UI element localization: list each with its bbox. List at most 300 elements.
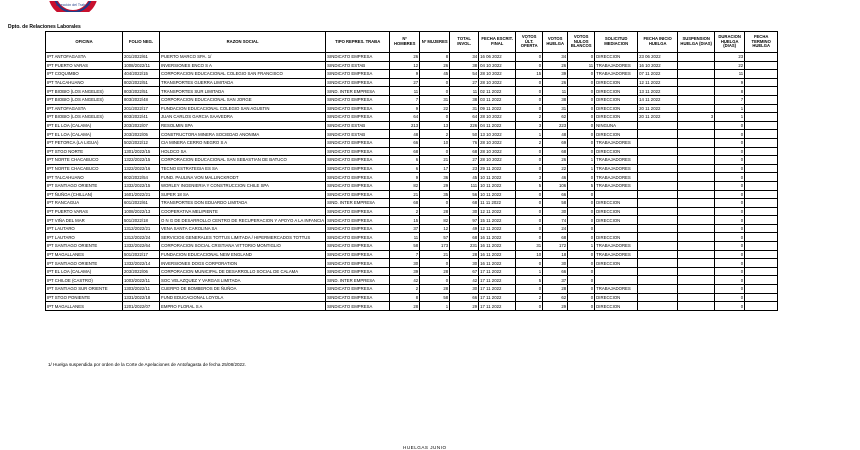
- table-cell: [745, 302, 778, 311]
- table-cell: [638, 173, 678, 182]
- table-cell: [638, 147, 678, 156]
- table-cell: [745, 95, 778, 104]
- table-cell: 0: [568, 138, 595, 147]
- table-cell: 5: [568, 181, 595, 190]
- table-cell: [678, 181, 715, 190]
- table-cell: 17: [420, 164, 450, 173]
- footnote: 1/ Huelga suspendida por orden de la Corte de Apelaciones de Antofagasta de fecha 25/08/2022.: [48, 362, 246, 367]
- table-cell: [745, 190, 778, 199]
- table-cell: 28 10 2022: [479, 138, 516, 147]
- table-cell: 0: [715, 121, 745, 130]
- table-cell: 13 10 2022: [479, 130, 516, 139]
- table-cell: IPT MAGALLANES: [46, 250, 123, 259]
- table-cell: 0: [516, 302, 543, 311]
- column-header: TIPO REPRES. TRABA: [326, 32, 390, 53]
- table-cell: 0: [568, 95, 595, 104]
- table-cell: 0: [516, 61, 543, 70]
- table-cell: 231: [450, 242, 479, 251]
- table-cell: 21: [420, 250, 450, 259]
- table-cell: 6: [390, 164, 420, 173]
- table-cell: SINDICATO EMPRESA: [326, 147, 390, 156]
- table-cell: TECNO ESTRATEGIA ES SA: [160, 164, 326, 173]
- table-cell: JUAN CARLOS GARCIA SAAVEDRA: [160, 113, 326, 122]
- table-cell: [678, 138, 715, 147]
- table-cell: TRANSPORTES SUR LIMITADA: [160, 87, 326, 96]
- table-cell: TRANSPORTES DON EDUARDO LIMITADA: [160, 199, 326, 208]
- table-cell: SUPER 18 SA: [160, 190, 326, 199]
- table-row: [46, 70, 778, 79]
- table-cell: [745, 164, 778, 173]
- table-cell: [745, 199, 778, 208]
- table-cell: [745, 130, 778, 139]
- table-cell: [745, 233, 778, 242]
- table-cell: 501/2022/17: [123, 250, 160, 259]
- table-cell: 0: [568, 147, 595, 156]
- table-cell: 31: [543, 104, 568, 113]
- table-cell: IPT MAGALLANES: [46, 302, 123, 311]
- table-cell: 2: [516, 113, 543, 122]
- table-row: [46, 164, 778, 173]
- table-cell: 8: [715, 87, 745, 96]
- table-cell: CUERPO DE BOMBEROS DE ÑUÑOA: [160, 285, 326, 294]
- table-cell: 0: [715, 138, 745, 147]
- table-cell: 26: [543, 78, 568, 87]
- table-cell: [745, 276, 778, 285]
- table-row: [46, 121, 778, 130]
- table-cell: 12: [420, 224, 450, 233]
- table-cell: SINDICATO EMPRESA: [326, 173, 390, 182]
- table-row: [46, 302, 778, 311]
- table-cell: 66: [543, 190, 568, 199]
- table-cell: 27: [450, 156, 479, 165]
- table-cell: 0: [568, 250, 595, 259]
- table-cell: 0: [715, 207, 745, 216]
- table-cell: 0: [715, 181, 745, 190]
- table-cell: 23 06 2022: [638, 53, 678, 62]
- table-cell: [678, 130, 715, 139]
- table-cell: [678, 104, 715, 113]
- table-cell: 201/2022/17: [123, 104, 160, 113]
- table-cell: 0: [420, 199, 450, 208]
- table-cell: SINDICATO EMPRESA: [326, 95, 390, 104]
- table-cell: 36: [420, 173, 450, 182]
- table-row: [46, 242, 778, 251]
- table-cell: 0: [568, 293, 595, 302]
- table-cell: 11: [390, 233, 420, 242]
- table-cell: 38: [450, 95, 479, 104]
- table-cell: 31: [516, 242, 543, 251]
- table-cell: 16 11 2022: [479, 233, 516, 242]
- table-cell: 68: [543, 147, 568, 156]
- table-cell: 28 10 2022: [479, 147, 516, 156]
- table-cell: 0: [516, 224, 543, 233]
- column-header: VOTOS NULOS BLANCOS: [568, 32, 595, 53]
- table-cell: TRABAJADORES: [595, 70, 638, 79]
- table-row: [46, 207, 778, 216]
- table-cell: 10: [516, 250, 543, 259]
- table-cell: 37: [543, 276, 568, 285]
- table-cell: [745, 293, 778, 302]
- table-cell: [638, 164, 678, 173]
- table-cell: [745, 259, 778, 268]
- table-cell: 2: [516, 138, 543, 147]
- table-cell: SIND. INTER EMPRESA: [326, 276, 390, 285]
- table-cell: [638, 259, 678, 268]
- table-cell: SINDICATO EMPRESA: [326, 293, 390, 302]
- table-cell: 66: [390, 138, 420, 147]
- table-cell: [678, 233, 715, 242]
- table-cell: [745, 173, 778, 182]
- table-cell: 30: [450, 259, 479, 268]
- table-cell: 38: [450, 61, 479, 70]
- table-cell: 8: [390, 293, 420, 302]
- table-cell: SINDICATO EMPRESA: [326, 207, 390, 216]
- table-cell: 21: [390, 190, 420, 199]
- table-cell: 9: [390, 104, 420, 113]
- table-cell: 30: [543, 259, 568, 268]
- table-cell: 7: [715, 95, 745, 104]
- table-cell: IPT BIOBIO (LOS ANGELES): [46, 95, 123, 104]
- table-cell: 68: [390, 147, 420, 156]
- table-cell: [678, 216, 715, 225]
- table-cell: 6: [390, 156, 420, 165]
- table-cell: 16 10 2022: [638, 61, 678, 70]
- table-cell: 28 10 2022: [479, 78, 516, 87]
- table-cell: 28 10 2022: [479, 70, 516, 79]
- table-cell: IPT TALCAHUANO: [46, 173, 123, 182]
- table-cell: 8: [420, 53, 450, 62]
- table-cell: 0: [715, 190, 745, 199]
- table-cell: 0: [715, 250, 745, 259]
- table-cell: SINDICATO EMPRESA: [326, 53, 390, 62]
- table-cell: IPT ÑUÑOA (CHILLAN): [46, 190, 123, 199]
- table-cell: SINDICATO EMPRESA: [326, 250, 390, 259]
- table-cell: [678, 190, 715, 199]
- svg-text:Dirección del Trabajo: Dirección del Trabajo: [56, 3, 90, 7]
- table-cell: 0: [715, 242, 745, 251]
- table-cell: O N G DE DESARROLLO CENTRO DE RECUPERACION Y APOYO A LA INFANCIA: [161, 217, 325, 223]
- table-row: [46, 156, 778, 165]
- table-cell: IPT STGO PONIENTE: [46, 293, 123, 302]
- table-cell: INVERSIONES ENCO S A: [160, 61, 326, 70]
- table-cell: 49: [450, 224, 479, 233]
- table-cell: 45: [420, 70, 450, 79]
- table-cell: 0: [715, 285, 745, 294]
- table-cell: 68: [390, 199, 420, 208]
- table-cell: 34: [450, 53, 479, 62]
- table-row: [46, 113, 778, 122]
- table-cell: [678, 156, 715, 165]
- table-cell: 3: [678, 113, 715, 122]
- table-cell: 1301/2022/15: [123, 147, 160, 156]
- table-cell: 0: [715, 293, 745, 302]
- table-cell: [745, 224, 778, 233]
- table-cell: 0: [568, 87, 595, 96]
- table-cell: DIRECCION: [595, 87, 638, 96]
- table-cell: 1: [715, 104, 745, 113]
- table-cell: 1322/2022/16: [123, 164, 160, 173]
- table-cell: IPT EL LOA (CALAMA): [46, 267, 123, 276]
- table-cell: 7: [390, 95, 420, 104]
- table-cell: SINDICATO EMPRESA: [326, 104, 390, 113]
- table-cell: 223: [543, 121, 568, 130]
- table-cell: 0: [516, 207, 543, 216]
- table-cell: 0: [568, 276, 595, 285]
- table-cell: [638, 181, 678, 190]
- table-row: [46, 224, 778, 233]
- table-cell: 02 11 2022: [479, 87, 516, 96]
- table-cell: 64: [450, 113, 479, 122]
- table-cell: 28: [390, 302, 420, 311]
- table-cell: 1003/2022/11: [123, 276, 160, 285]
- table-cell: 0: [568, 113, 595, 122]
- table-cell: 9: [715, 78, 745, 87]
- table-cell: [745, 61, 778, 70]
- table-row: [46, 285, 778, 294]
- table-cell: [678, 242, 715, 251]
- table-row: [46, 259, 778, 268]
- table-cell: 0: [516, 285, 543, 294]
- table-cell: 803/2022/48: [123, 95, 160, 104]
- table-cell: 20 11 2022: [638, 113, 678, 122]
- table-cell: 0: [516, 78, 543, 87]
- table-cell: 45: [450, 173, 479, 182]
- table-cell: 0: [516, 87, 543, 96]
- table-cell: DIRECCION: [595, 293, 638, 302]
- column-header: TOTAL INVOL.: [450, 32, 479, 53]
- table-cell: 1601/2022/21: [123, 190, 160, 199]
- table-cell: 0: [420, 259, 450, 268]
- table-cell: 0: [516, 199, 543, 208]
- table-cell: 106: [543, 181, 568, 190]
- table-cell: SIND. INTER EMPRESA: [326, 199, 390, 208]
- table-row: [46, 138, 778, 147]
- table-cell: 0: [516, 190, 543, 199]
- table-cell: 10 11 2022: [479, 173, 516, 182]
- table-cell: [745, 87, 778, 96]
- column-header: FOLIO NEG.: [123, 32, 160, 53]
- table-cell: [745, 78, 778, 87]
- table-cell: SINDICATO EMPRESA: [326, 156, 390, 165]
- table-cell: 18: [543, 250, 568, 259]
- table-cell: [745, 216, 778, 225]
- table-cell: 502/2022/12: [123, 138, 160, 147]
- table-cell: CORPORACION EDUCACIONAL SAN SEBASTIAN DE BATUCO: [160, 156, 326, 165]
- table-cell: 14 11 2022: [638, 95, 678, 104]
- table-cell: [638, 121, 678, 130]
- table-cell: SINDICATO EMPRESA: [326, 242, 390, 251]
- table-cell: IPT COQUIMBO: [46, 70, 123, 79]
- table-cell: 10 11 2022: [479, 190, 516, 199]
- table-cell: 0: [715, 199, 745, 208]
- table-cell: [638, 216, 678, 225]
- table-cell: IPT VIÑA DEL MAR: [46, 216, 123, 225]
- table-cell: 1008/2022/13: [123, 207, 160, 216]
- table-cell: 0: [420, 147, 450, 156]
- logo: [40, 0, 106, 12]
- table-cell: [678, 87, 715, 96]
- table-row: [46, 250, 778, 259]
- table-cell: 1332/2022/15: [123, 181, 160, 190]
- table-cell: 29: [450, 302, 479, 311]
- table-cell: 10: [420, 138, 450, 147]
- table-cell: IPT SANTIAGO SUR ORIENTE: [46, 285, 123, 294]
- table-cell: SINDICATO EMPRESA: [326, 190, 390, 199]
- table-cell: [678, 121, 715, 130]
- table-cell: 04 11 2022: [479, 121, 516, 130]
- table-cell: 203/2022/07: [123, 121, 160, 130]
- table-cell: IPT BIOBIO (LOS ANGELES): [46, 113, 123, 122]
- table-cell: [638, 302, 678, 311]
- table-cell: 22: [715, 61, 745, 70]
- table-cell: 16 11 2022: [479, 242, 516, 251]
- table-cell: SINDICATO ESTAB: [326, 121, 390, 130]
- table-cell: 0: [420, 276, 450, 285]
- table-cell: 201/2022/61: [123, 53, 160, 62]
- column-header: SUSPENSION HUELGA (DIAS): [678, 32, 715, 53]
- table-cell: 11: [568, 61, 595, 70]
- table-cell: 1332/2022/14: [123, 259, 160, 268]
- table-cell: 1: [420, 302, 450, 311]
- table-cell: [678, 147, 715, 156]
- table-cell: 37: [390, 224, 420, 233]
- column-header: Nº HOMBRES: [390, 32, 420, 53]
- logo-graphic: [40, 1, 106, 12]
- table-cell: [745, 207, 778, 216]
- table-cell: 213: [390, 121, 420, 130]
- table-cell: DIRECCION: [595, 113, 638, 122]
- table-cell: SINDICATO ESTAB: [326, 61, 390, 70]
- table-cell: 68: [450, 199, 479, 208]
- table-cell: 2: [390, 285, 420, 294]
- table-cell: 57: [420, 233, 450, 242]
- table-cell: [678, 70, 715, 79]
- table-row: [46, 130, 778, 139]
- table-cell: [595, 276, 638, 285]
- table-cell: CORPORACION EDUCACIONAL SAN JORGE: [160, 95, 326, 104]
- table-row: [46, 87, 778, 96]
- table-row: [46, 233, 778, 242]
- table-row: [46, 61, 778, 70]
- table-cell: 82: [420, 216, 450, 225]
- table-cell: 58: [390, 242, 420, 251]
- table-cell: TRABAJADORES: [595, 61, 638, 70]
- table-row: [46, 190, 778, 199]
- table-cell: IPT LAUTARO: [46, 224, 123, 233]
- table-cell: 0: [516, 233, 543, 242]
- table-cell: 17 11 2022: [479, 267, 516, 276]
- table-cell: TRABAJADORES: [595, 173, 638, 182]
- table-cell: 66: [543, 267, 568, 276]
- table-cell: 0: [715, 156, 745, 165]
- table-cell: 17 11 2022: [479, 285, 516, 294]
- table-cell: 16 06 2022: [479, 53, 516, 62]
- table-cell: 22: [420, 104, 450, 113]
- table-cell: 0: [568, 233, 595, 242]
- table-cell: DIRECCION: [595, 233, 638, 242]
- column-header: Nº MUJERES: [420, 32, 450, 53]
- table-cell: 0: [568, 130, 595, 139]
- table-cell: 54: [450, 70, 479, 79]
- table-cell: 0: [568, 199, 595, 208]
- table-cell: 0: [715, 302, 745, 311]
- table-cell: 39: [543, 70, 568, 79]
- table-cell: 0: [516, 53, 543, 62]
- table-cell: 74: [543, 216, 568, 225]
- table-cell: IPT SANTIAGO ORIENTE: [46, 181, 123, 190]
- table-cell: [678, 95, 715, 104]
- table-cell: 50: [450, 130, 479, 139]
- table-cell: IPT ANTOFAGASTA: [46, 53, 123, 62]
- table-cell: SERVICIOS GENERALES TOTTUS LIMITADA / HIPERMERCADOS TOTTUS: [160, 233, 326, 242]
- table-cell: 1: [568, 242, 595, 251]
- table-cell: 16 11 2022: [479, 259, 516, 268]
- table-cell: CONSTRUCTORA MINERA SOCIEDAD ANONIMA: [160, 130, 326, 139]
- table-cell: FUND. PAULINA VON MALLINCKRODT: [160, 173, 326, 182]
- table-cell: IPT EL LOA (CALAMA): [46, 130, 123, 139]
- table-cell: TRANSPORTES GUERRA LIMITADA: [160, 78, 326, 87]
- table-cell: 0: [568, 285, 595, 294]
- table-cell: 203/2022/06: [123, 267, 160, 276]
- table-cell: [638, 224, 678, 233]
- table-cell: SINDICATO EMPRESA: [326, 181, 390, 190]
- table-cell: 30: [390, 259, 420, 268]
- table-cell: 5: [516, 181, 543, 190]
- table-cell: 64: [390, 113, 420, 122]
- table-cell: 97: [450, 216, 479, 225]
- table-cell: 48: [390, 130, 420, 139]
- table-cell: 0: [516, 147, 543, 156]
- table-cell: 11 11 2022: [479, 199, 516, 208]
- column-header: FECHA INICIO HUELGA: [638, 32, 678, 53]
- table-row: [46, 104, 778, 113]
- table-cell: TRABAJADORES: [595, 285, 638, 294]
- table-cell: [678, 302, 715, 311]
- table-cell: 17 11 2022: [479, 302, 516, 311]
- page-title: Dpto. de Relaciones Laborales: [8, 24, 81, 30]
- table-cell: 31: [420, 95, 450, 104]
- table-cell: [638, 267, 678, 276]
- table-cell: 802/2022/51: [123, 78, 160, 87]
- table-cell: DIRECCION: [595, 259, 638, 268]
- table-cell: [678, 78, 715, 87]
- table-cell: [638, 190, 678, 199]
- table-cell: 0: [715, 259, 745, 268]
- table-cell: TRABAJADORES: [595, 250, 638, 259]
- table-cell: IPT RANCAGUA: [46, 199, 123, 208]
- table-cell: DIRECCION: [595, 95, 638, 104]
- table-cell: FUNDACION EDUCACIONAL COLEGIO SAN AGUSTIN: [160, 104, 326, 113]
- table-cell: 23: [715, 53, 745, 62]
- table-cell: 1: [516, 267, 543, 276]
- table-cell: FUNDACION EDUCACIONAL NEW ENGLAND: [160, 250, 326, 259]
- table-cell: IPT TALCAHUANO: [46, 78, 123, 87]
- table-cell: 0: [568, 190, 595, 199]
- table-cell: 5: [516, 276, 543, 285]
- table-cell: 1008/2022/11: [123, 61, 160, 70]
- strikes-table: [45, 31, 778, 311]
- table-cell: [678, 276, 715, 285]
- table-cell: 0: [568, 224, 595, 233]
- table-cell: [638, 250, 678, 259]
- table-cell: SINDICATO EMPRESA: [326, 302, 390, 311]
- table-cell: 68: [543, 233, 568, 242]
- table-row: [46, 276, 778, 285]
- table-cell: 0: [715, 147, 745, 156]
- table-cell: CORPORACION EDUCACIONAL COLEGIO SAN FRANCISCO: [160, 70, 326, 79]
- table-cell: [745, 104, 778, 113]
- table-cell: DIRECCION: [595, 104, 638, 113]
